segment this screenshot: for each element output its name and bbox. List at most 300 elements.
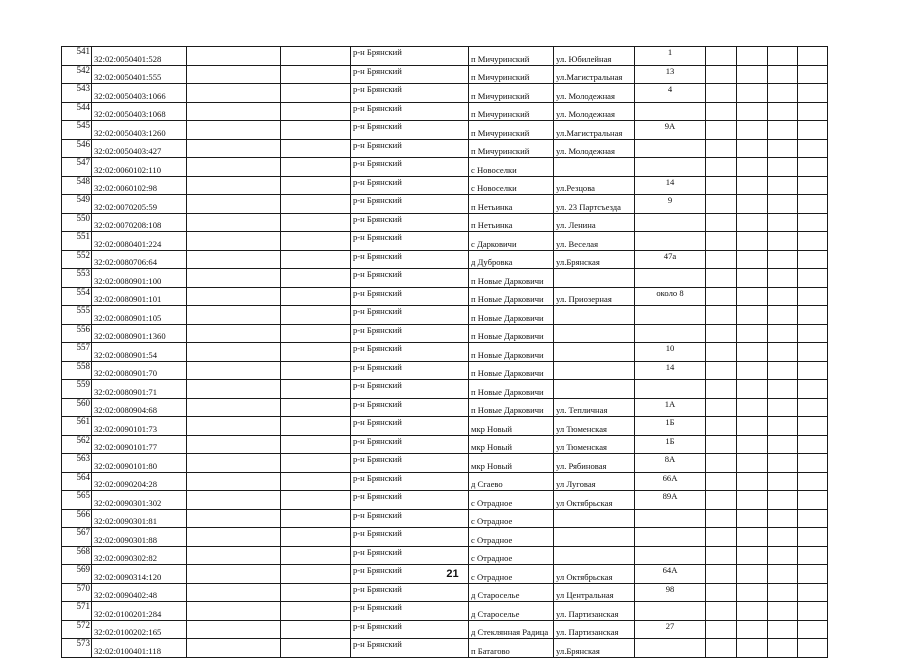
empty-cell bbox=[281, 176, 351, 195]
street-cell: ул. Рябиновая bbox=[554, 454, 635, 473]
cadastral-number-cell: 32:02:0050401:555 bbox=[92, 65, 187, 84]
row-number-cell: 559 bbox=[62, 380, 92, 399]
row-number-cell: 566 bbox=[62, 509, 92, 528]
cadastral-number-cell: 32:02:0080901:105 bbox=[92, 306, 187, 325]
street-cell: ул. Приозерная bbox=[554, 287, 635, 306]
empty-cell bbox=[706, 546, 737, 565]
empty-cell bbox=[798, 602, 828, 621]
empty-cell bbox=[281, 324, 351, 343]
empty-cell bbox=[281, 491, 351, 510]
empty-cell bbox=[737, 47, 768, 66]
house-number-cell: 8А bbox=[635, 454, 706, 473]
locality-cell: п Мичуринский bbox=[469, 121, 554, 140]
empty-cell bbox=[281, 139, 351, 158]
cadastral-number-cell: 32:02:0080901:100 bbox=[92, 269, 187, 288]
locality-cell: д Староселье bbox=[469, 602, 554, 621]
cadastral-number-cell: 32:02:0100202:165 bbox=[92, 620, 187, 639]
house-number-cell bbox=[635, 380, 706, 399]
empty-cell bbox=[706, 528, 737, 547]
locality-cell: п Мичуринский bbox=[469, 102, 554, 121]
empty-cell bbox=[187, 84, 281, 103]
house-number-cell: 89А bbox=[635, 491, 706, 510]
row-number-cell: 569 bbox=[62, 565, 92, 584]
empty-cell bbox=[737, 639, 768, 658]
street-cell bbox=[554, 380, 635, 399]
house-number-cell: 13 bbox=[635, 65, 706, 84]
empty-cell bbox=[187, 583, 281, 602]
empty-cell bbox=[281, 121, 351, 140]
table-row bbox=[62, 472, 828, 491]
empty-cell bbox=[798, 287, 828, 306]
empty-cell bbox=[281, 602, 351, 621]
empty-cell bbox=[187, 306, 281, 325]
empty-cell bbox=[768, 232, 798, 251]
table-row bbox=[62, 324, 828, 343]
locality-cell: п Новые Дарковичи bbox=[469, 306, 554, 325]
locality-cell: с Новоселки bbox=[469, 176, 554, 195]
empty-cell bbox=[768, 343, 798, 362]
empty-cell bbox=[281, 528, 351, 547]
empty-cell bbox=[768, 176, 798, 195]
locality-cell: с Дарковичи bbox=[469, 232, 554, 251]
empty-cell bbox=[706, 102, 737, 121]
locality-cell: п Нетьинка bbox=[469, 213, 554, 232]
empty-cell bbox=[768, 435, 798, 454]
empty-cell bbox=[706, 84, 737, 103]
empty-cell bbox=[798, 380, 828, 399]
cadastral-number-cell: 32:02:0090301:302 bbox=[92, 491, 187, 510]
table-row bbox=[62, 250, 828, 269]
empty-cell bbox=[281, 65, 351, 84]
page-number: 21 bbox=[446, 568, 459, 580]
cadastral-number-cell: 32:02:0080401:224 bbox=[92, 232, 187, 251]
empty-cell bbox=[798, 398, 828, 417]
district-cell: р-н Брянский bbox=[351, 195, 469, 214]
district-cell: р-н Брянский bbox=[351, 139, 469, 158]
empty-cell bbox=[768, 65, 798, 84]
empty-cell bbox=[737, 306, 768, 325]
empty-cell bbox=[798, 620, 828, 639]
house-number-cell: 1Б bbox=[635, 417, 706, 436]
house-number-cell bbox=[635, 269, 706, 288]
empty-cell bbox=[737, 139, 768, 158]
empty-cell bbox=[187, 324, 281, 343]
house-number-cell bbox=[635, 102, 706, 121]
row-number-cell: 552 bbox=[62, 250, 92, 269]
table-row bbox=[62, 287, 828, 306]
row-number-cell: 554 bbox=[62, 287, 92, 306]
empty-cell bbox=[281, 380, 351, 399]
empty-cell bbox=[706, 417, 737, 436]
table-row bbox=[62, 639, 828, 658]
empty-cell bbox=[187, 176, 281, 195]
empty-cell bbox=[187, 435, 281, 454]
cadastral-number-cell: 32:02:0090301:88 bbox=[92, 528, 187, 547]
district-cell: р-н Брянский bbox=[351, 602, 469, 621]
cadastral-number-cell: 32:02:0050403:1066 bbox=[92, 84, 187, 103]
empty-cell bbox=[737, 528, 768, 547]
empty-cell bbox=[706, 509, 737, 528]
empty-cell bbox=[281, 620, 351, 639]
empty-cell bbox=[798, 250, 828, 269]
table-row bbox=[62, 491, 828, 510]
empty-cell bbox=[768, 84, 798, 103]
house-number-cell: 66А bbox=[635, 472, 706, 491]
house-number-cell bbox=[635, 546, 706, 565]
empty-cell bbox=[706, 454, 737, 473]
row-number-cell: 543 bbox=[62, 84, 92, 103]
empty-cell bbox=[187, 528, 281, 547]
house-number-cell bbox=[635, 306, 706, 325]
locality-cell: с Отрадное bbox=[469, 528, 554, 547]
property-register-table bbox=[61, 46, 828, 658]
locality-cell: п Нетьинка bbox=[469, 195, 554, 214]
locality-cell: с Отрадное bbox=[469, 491, 554, 510]
cadastral-number-cell: 32:02:0090314:120 bbox=[92, 565, 187, 584]
empty-cell bbox=[737, 602, 768, 621]
empty-cell bbox=[737, 509, 768, 528]
house-number-cell: 27 bbox=[635, 620, 706, 639]
empty-cell bbox=[706, 361, 737, 380]
street-cell: ул. Молодежная bbox=[554, 139, 635, 158]
row-number-cell: 558 bbox=[62, 361, 92, 380]
cadastral-number-cell: 32:02:0070208:108 bbox=[92, 213, 187, 232]
house-number-cell bbox=[635, 324, 706, 343]
empty-cell bbox=[798, 435, 828, 454]
empty-cell bbox=[737, 65, 768, 84]
empty-cell bbox=[768, 417, 798, 436]
empty-cell bbox=[798, 84, 828, 103]
row-number-cell: 564 bbox=[62, 472, 92, 491]
empty-cell bbox=[281, 158, 351, 177]
table-row bbox=[62, 435, 828, 454]
empty-cell bbox=[737, 546, 768, 565]
locality-cell: д Староселье bbox=[469, 583, 554, 602]
district-cell: р-н Брянский bbox=[351, 176, 469, 195]
empty-cell bbox=[187, 47, 281, 66]
locality-cell: п Мичуринский bbox=[469, 139, 554, 158]
street-cell bbox=[554, 306, 635, 325]
locality-cell: п Новые Дарковичи bbox=[469, 324, 554, 343]
empty-cell bbox=[798, 213, 828, 232]
district-cell: р-н Брянский bbox=[351, 380, 469, 399]
district-cell: р-н Брянский bbox=[351, 250, 469, 269]
empty-cell bbox=[768, 47, 798, 66]
empty-cell bbox=[281, 361, 351, 380]
empty-cell bbox=[706, 343, 737, 362]
locality-cell: мкр Новый bbox=[469, 435, 554, 454]
empty-cell bbox=[281, 306, 351, 325]
empty-cell bbox=[768, 639, 798, 658]
house-number-cell bbox=[635, 139, 706, 158]
empty-cell bbox=[706, 306, 737, 325]
locality-cell: п Новые Дарковичи bbox=[469, 287, 554, 306]
house-number-cell: около 8 bbox=[635, 287, 706, 306]
district-cell: р-н Брянский bbox=[351, 65, 469, 84]
house-number-cell: 98 bbox=[635, 583, 706, 602]
empty-cell bbox=[737, 121, 768, 140]
empty-cell bbox=[737, 287, 768, 306]
empty-cell bbox=[798, 417, 828, 436]
street-cell bbox=[554, 269, 635, 288]
cadastral-number-cell: 32:02:0080706:64 bbox=[92, 250, 187, 269]
empty-cell bbox=[798, 269, 828, 288]
street-cell: ул Октябрьская bbox=[554, 491, 635, 510]
empty-cell bbox=[706, 398, 737, 417]
district-cell: р-н Брянский bbox=[351, 102, 469, 121]
table-row bbox=[62, 509, 828, 528]
empty-cell bbox=[281, 435, 351, 454]
empty-cell bbox=[737, 84, 768, 103]
row-number-cell: 573 bbox=[62, 639, 92, 658]
empty-cell bbox=[281, 639, 351, 658]
empty-cell bbox=[768, 380, 798, 399]
house-number-cell: 1 bbox=[635, 47, 706, 66]
row-number-cell: 561 bbox=[62, 417, 92, 436]
empty-cell bbox=[798, 528, 828, 547]
empty-cell bbox=[737, 583, 768, 602]
empty-cell bbox=[187, 398, 281, 417]
empty-cell bbox=[706, 232, 737, 251]
empty-cell bbox=[706, 65, 737, 84]
empty-cell bbox=[706, 139, 737, 158]
cadastral-number-cell: 32:02:0100401:118 bbox=[92, 639, 187, 658]
row-number-cell: 556 bbox=[62, 324, 92, 343]
locality-cell: мкр Новый bbox=[469, 417, 554, 436]
empty-cell bbox=[187, 269, 281, 288]
row-number-cell: 565 bbox=[62, 491, 92, 510]
empty-cell bbox=[706, 176, 737, 195]
district-cell: р-н Брянский bbox=[351, 491, 469, 510]
locality-cell: п Мичуринский bbox=[469, 47, 554, 66]
house-number-cell: 14 bbox=[635, 361, 706, 380]
empty-cell bbox=[737, 454, 768, 473]
locality-cell: с Новоселки bbox=[469, 158, 554, 177]
row-number-cell: 551 bbox=[62, 232, 92, 251]
street-cell: ул. Веселая bbox=[554, 232, 635, 251]
district-cell: р-н Брянский bbox=[351, 343, 469, 362]
table-row bbox=[62, 139, 828, 158]
street-cell bbox=[554, 509, 635, 528]
empty-cell bbox=[281, 213, 351, 232]
locality-cell: п Новые Дарковичи bbox=[469, 398, 554, 417]
table-row bbox=[62, 47, 828, 66]
cadastral-number-cell: 32:02:0080901:54 bbox=[92, 343, 187, 362]
empty-cell bbox=[798, 324, 828, 343]
street-cell: ул Тюменская bbox=[554, 417, 635, 436]
empty-cell bbox=[737, 491, 768, 510]
row-number-cell: 550 bbox=[62, 213, 92, 232]
empty-cell bbox=[737, 380, 768, 399]
empty-cell bbox=[187, 639, 281, 658]
empty-cell bbox=[706, 620, 737, 639]
house-number-cell bbox=[635, 213, 706, 232]
table-row bbox=[62, 528, 828, 547]
district-cell: р-н Брянский bbox=[351, 565, 469, 584]
street-cell: ул. Юбилейная bbox=[554, 47, 635, 66]
district-cell: р-н Брянский bbox=[351, 269, 469, 288]
cadastral-number-cell: 32:02:0050401:528 bbox=[92, 47, 187, 66]
street-cell: ул.Брянская bbox=[554, 639, 635, 658]
house-number-cell: 4 bbox=[635, 84, 706, 103]
row-number-cell: 567 bbox=[62, 528, 92, 547]
table-row bbox=[62, 380, 828, 399]
empty-cell bbox=[187, 472, 281, 491]
cadastral-number-cell: 32:02:0050403:1068 bbox=[92, 102, 187, 121]
locality-cell: д Сгаево bbox=[469, 472, 554, 491]
empty-cell bbox=[737, 343, 768, 362]
street-cell: ул. Молодежная bbox=[554, 102, 635, 121]
empty-cell bbox=[798, 454, 828, 473]
district-cell: р-н Брянский bbox=[351, 583, 469, 602]
row-number-cell: 563 bbox=[62, 454, 92, 473]
empty-cell bbox=[281, 509, 351, 528]
row-number-cell: 541 bbox=[62, 47, 92, 66]
district-cell: р-н Брянский bbox=[351, 158, 469, 177]
empty-cell bbox=[281, 84, 351, 103]
empty-cell bbox=[187, 361, 281, 380]
empty-cell bbox=[768, 195, 798, 214]
district-cell: р-н Брянский bbox=[351, 398, 469, 417]
street-cell: ул. Ленина bbox=[554, 213, 635, 232]
empty-cell bbox=[706, 472, 737, 491]
empty-cell bbox=[768, 583, 798, 602]
locality-cell: п Мичуринский bbox=[469, 84, 554, 103]
empty-cell bbox=[768, 158, 798, 177]
empty-cell bbox=[281, 546, 351, 565]
empty-cell bbox=[798, 102, 828, 121]
cadastral-number-cell: 32:02:0100201:284 bbox=[92, 602, 187, 621]
street-cell: ул Центральная bbox=[554, 583, 635, 602]
table-row bbox=[62, 361, 828, 380]
district-cell: р-н Брянский bbox=[351, 528, 469, 547]
street-cell: ул.Магистральная bbox=[554, 65, 635, 84]
cadastral-number-cell: 32:02:0060102:98 bbox=[92, 176, 187, 195]
empty-cell bbox=[187, 417, 281, 436]
street-cell bbox=[554, 546, 635, 565]
house-number-cell: 14 bbox=[635, 176, 706, 195]
row-number-cell: 545 bbox=[62, 121, 92, 140]
house-number-cell bbox=[635, 158, 706, 177]
cadastral-number-cell: 32:02:0090101:73 bbox=[92, 417, 187, 436]
empty-cell bbox=[768, 250, 798, 269]
street-cell: ул.Брянская bbox=[554, 250, 635, 269]
row-number-cell: 571 bbox=[62, 602, 92, 621]
locality-cell: д Стеклянная Радица bbox=[469, 620, 554, 639]
locality-cell: д Дубровка bbox=[469, 250, 554, 269]
empty-cell bbox=[798, 176, 828, 195]
empty-cell bbox=[706, 639, 737, 658]
empty-cell bbox=[706, 435, 737, 454]
table-row bbox=[62, 306, 828, 325]
table-row bbox=[62, 583, 828, 602]
street-cell bbox=[554, 158, 635, 177]
cadastral-number-cell: 32:02:0050403:1260 bbox=[92, 121, 187, 140]
table-row bbox=[62, 269, 828, 288]
empty-cell bbox=[706, 121, 737, 140]
row-number-cell: 544 bbox=[62, 102, 92, 121]
empty-cell bbox=[798, 343, 828, 362]
empty-cell bbox=[737, 620, 768, 639]
empty-cell bbox=[737, 102, 768, 121]
empty-cell bbox=[798, 491, 828, 510]
locality-cell: с Отрадное bbox=[469, 565, 554, 584]
empty-cell bbox=[768, 528, 798, 547]
table-row bbox=[62, 417, 828, 436]
street-cell: ул. 23 Партсъезда bbox=[554, 195, 635, 214]
locality-cell: п Новые Дарковичи bbox=[469, 343, 554, 362]
empty-cell bbox=[187, 65, 281, 84]
empty-cell bbox=[187, 380, 281, 399]
empty-cell bbox=[798, 158, 828, 177]
house-number-cell: 64А bbox=[635, 565, 706, 584]
empty-cell bbox=[768, 454, 798, 473]
street-cell bbox=[554, 528, 635, 547]
empty-cell bbox=[706, 602, 737, 621]
table-row bbox=[62, 398, 828, 417]
district-cell: р-н Брянский bbox=[351, 639, 469, 658]
district-cell: р-н Брянский bbox=[351, 47, 469, 66]
empty-cell bbox=[798, 361, 828, 380]
empty-cell bbox=[706, 269, 737, 288]
street-cell bbox=[554, 361, 635, 380]
locality-cell: с Отрадное bbox=[469, 546, 554, 565]
district-cell: р-н Брянский bbox=[351, 84, 469, 103]
empty-cell bbox=[187, 102, 281, 121]
empty-cell bbox=[798, 121, 828, 140]
empty-cell bbox=[187, 213, 281, 232]
empty-cell bbox=[187, 139, 281, 158]
cadastral-number-cell: 32:02:0080901:1360 bbox=[92, 324, 187, 343]
empty-cell bbox=[737, 269, 768, 288]
empty-cell bbox=[798, 472, 828, 491]
empty-cell bbox=[768, 121, 798, 140]
empty-cell bbox=[798, 509, 828, 528]
locality-cell: с Отрадное bbox=[469, 509, 554, 528]
empty-cell bbox=[187, 232, 281, 251]
empty-cell bbox=[281, 250, 351, 269]
street-cell: ул. Тепличная bbox=[554, 398, 635, 417]
table-row bbox=[62, 84, 828, 103]
empty-cell bbox=[798, 583, 828, 602]
register-body bbox=[62, 47, 828, 658]
table-row bbox=[62, 65, 828, 84]
empty-cell bbox=[187, 158, 281, 177]
empty-cell bbox=[281, 102, 351, 121]
empty-cell bbox=[768, 306, 798, 325]
row-number-cell: 553 bbox=[62, 269, 92, 288]
empty-cell bbox=[737, 398, 768, 417]
district-cell: р-н Брянский bbox=[351, 324, 469, 343]
district-cell: р-н Брянский bbox=[351, 232, 469, 251]
table-row bbox=[62, 546, 828, 565]
empty-cell bbox=[768, 602, 798, 621]
empty-cell bbox=[768, 491, 798, 510]
table-row bbox=[62, 620, 828, 639]
street-cell: ул. Партизанская bbox=[554, 620, 635, 639]
row-number-cell: 568 bbox=[62, 546, 92, 565]
register-sheet bbox=[61, 46, 827, 658]
empty-cell bbox=[706, 491, 737, 510]
empty-cell bbox=[187, 546, 281, 565]
cadastral-number-cell: 32:02:0060102:110 bbox=[92, 158, 187, 177]
cadastral-number-cell: 32:02:0090101:80 bbox=[92, 454, 187, 473]
table-row bbox=[62, 602, 828, 621]
empty-cell bbox=[768, 287, 798, 306]
empty-cell bbox=[706, 195, 737, 214]
table-row bbox=[62, 176, 828, 195]
empty-cell bbox=[281, 583, 351, 602]
